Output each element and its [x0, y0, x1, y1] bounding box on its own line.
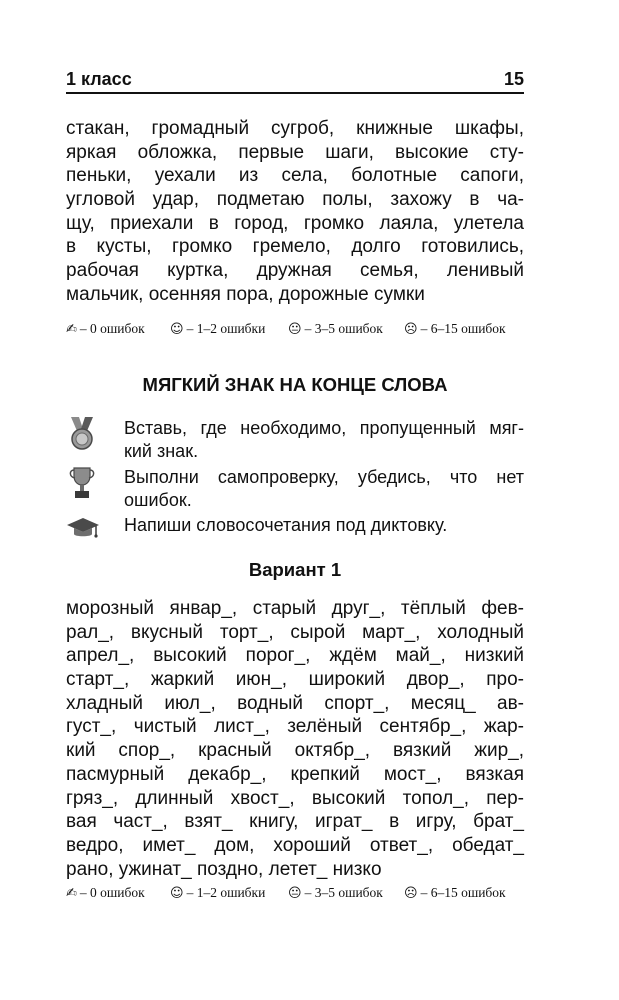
thumbs-up-icon: ✍ [66, 886, 77, 901]
error-scale-bottom [66, 884, 526, 902]
medal-icon [67, 417, 99, 453]
text-line: рано, ужинат_ поздно, летет_ низко [66, 858, 382, 880]
graduation-cap-icon [66, 516, 98, 552]
text-line: гряз_, длинный хвост_, высокий топол_, пер- [66, 787, 524, 809]
thumbs-up-icon: ✍ [66, 322, 77, 337]
error-scale-top [66, 320, 526, 338]
instruction-item [66, 466, 524, 514]
grade-label: 1 класс [66, 69, 132, 89]
text-line: морозный январ_, старый друг_, тёплый фев- [66, 598, 524, 619]
instruction-line: Вставь, где необходимо, пропущенный мяг- [124, 418, 524, 438]
text-line: хладный июл_, водный спорт_, месяц_ ав- [66, 692, 524, 714]
word-list-top [66, 117, 524, 307]
smile-icon: ☺ [170, 322, 184, 337]
scale-text: – 6–15 ошибок [420, 321, 506, 336]
smile-icon: ☺ [170, 886, 184, 901]
neutral-face-icon: 😐 [288, 886, 302, 901]
text-line: старт_, жаркий июн_, широкий двор_, про- [66, 669, 524, 691]
instruction-item [66, 514, 524, 542]
scale-text: – 1–2 ошибки [186, 885, 266, 900]
neutral-face-icon: 😐 [288, 322, 302, 337]
text-line: щу, приехали в город, громко лаяла, улетела [66, 212, 524, 234]
text-line: в кусты, громко гремело, долго готовились, [66, 236, 524, 258]
page-number: 15 [503, 69, 524, 89]
text-line: стакан, громадный сугроб, книжные шкафы, [66, 118, 524, 139]
text-line: рабочая куртка, дружная семья, ленивый [66, 260, 524, 282]
text-line: густ_, чистый лист_, зелёный сентябр_, жар- [66, 716, 524, 738]
variant-title: Вариант 1 [248, 559, 342, 580]
text-line: рал_, вкусный торт_, сырой март_, холодный [66, 621, 524, 643]
instruction-line: Выполни самопроверку, убедись, что нет [124, 467, 524, 487]
instruction-item [66, 417, 524, 465]
section-title: МЯГКИЙ ЗНАК НА КОНЦЕ СЛОВА [142, 374, 448, 395]
text-line: мальчик, осенняя пора, дорожные сумки [66, 283, 425, 305]
text-line: кий спор_, красный октябр_, вязкий жир_, [66, 740, 524, 762]
instruction-line: кий знак. [124, 441, 199, 461]
scale-text: – 0 ошибок [79, 885, 145, 900]
text-line: пасмурный декабр_, крепкий мост_, вязкая [66, 763, 524, 785]
text-line: ведро, имет_ дом, хороший ответ_, обедат_ [66, 834, 524, 856]
scale-text: – 3–5 ошибок [304, 321, 383, 336]
scale-text: – 1–2 ошибки [186, 321, 266, 336]
trophy-icon [67, 466, 99, 502]
page-header [66, 68, 524, 94]
scale-text: – 3–5 ошибок [304, 885, 383, 900]
scale-text: – 6–15 ошибок [420, 885, 506, 900]
scale-text: – 0 ошибок [79, 321, 145, 336]
sad-face-icon: ☹ [404, 322, 418, 337]
text-line: вая част_, взят_ книгу, играт_ в игру, брат_ [66, 811, 524, 833]
instruction-line: ошибок. [124, 490, 192, 510]
instruction-line: Напиши словосочетания под диктовку. [124, 515, 448, 535]
text-line: яркая обложка, первые шаги, высокие сту- [66, 141, 524, 163]
word-list-variant [66, 597, 524, 881]
sad-face-icon: ☹ [404, 886, 418, 901]
text-line: пеньки, уехали из села, болотные сапоги, [66, 165, 524, 187]
text-line: апрел_, высокий порог_, ждём май_, низкий [66, 645, 524, 667]
text-line: угловой удар, подметаю полы, захожу в ча- [66, 189, 524, 211]
